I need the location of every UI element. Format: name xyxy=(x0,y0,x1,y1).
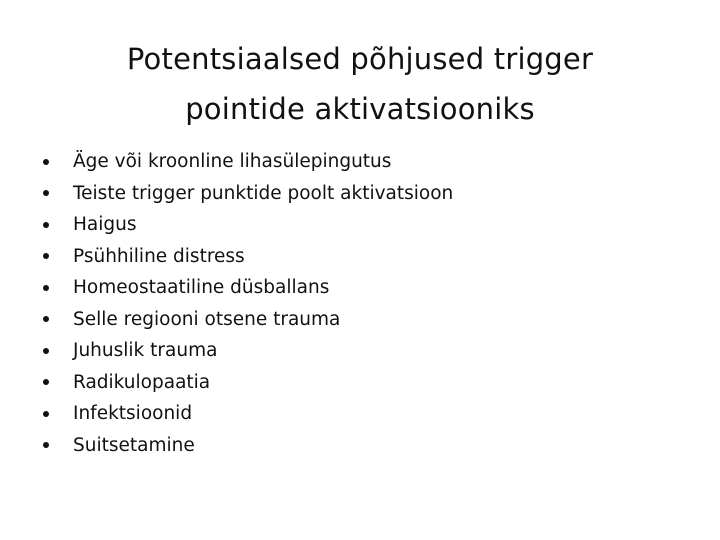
bullet-item xyxy=(40,272,453,304)
bullet-text: Psühhiline distress xyxy=(73,245,245,267)
bullet-dot-icon xyxy=(43,316,49,322)
bullet-dot-icon xyxy=(43,348,49,354)
bullet-dot-icon xyxy=(43,285,49,291)
bullet-text: Teiste trigger punktide poolt aktivatsioon xyxy=(73,182,454,204)
bullet-item xyxy=(40,146,453,178)
bullet-text: Suitsetamine xyxy=(73,434,195,456)
bullet-text: Homeostaatiline düsballans xyxy=(73,277,330,299)
bullet-text: Juhuslik trauma xyxy=(73,340,218,362)
bullet-text: Selle regiooni otsene trauma xyxy=(73,308,341,330)
bullet-dot-icon xyxy=(43,222,49,228)
bullet-item xyxy=(40,304,453,336)
bullet-list xyxy=(40,146,453,461)
bullet-dot-icon xyxy=(43,190,49,196)
bullet-text: Infektsioonid xyxy=(73,403,193,425)
bullet-dot-icon xyxy=(43,253,49,259)
bullet-item xyxy=(40,398,453,430)
slide-title xyxy=(60,34,660,134)
bullet-dot-icon xyxy=(43,442,49,448)
bullet-text: Haigus xyxy=(73,214,137,236)
bullet-item xyxy=(40,367,453,399)
bullet-dot-icon xyxy=(43,379,49,385)
bullet-item xyxy=(40,430,453,462)
slide-title-line-2: pointide aktivatsiooniks xyxy=(185,92,535,126)
bullet-item xyxy=(40,335,453,367)
bullet-dot-icon xyxy=(43,411,49,417)
bullet-text: Radikulopaatia xyxy=(73,371,211,393)
bullet-item xyxy=(40,241,453,273)
bullet-item xyxy=(40,178,453,210)
bullet-dot-icon xyxy=(43,159,49,165)
slide-title-line-1: Potentsiaalsed põhjused trigger xyxy=(126,42,594,76)
bullet-text: Äge või kroonline lihasülepingutus xyxy=(73,151,392,173)
bullet-item xyxy=(40,209,453,241)
